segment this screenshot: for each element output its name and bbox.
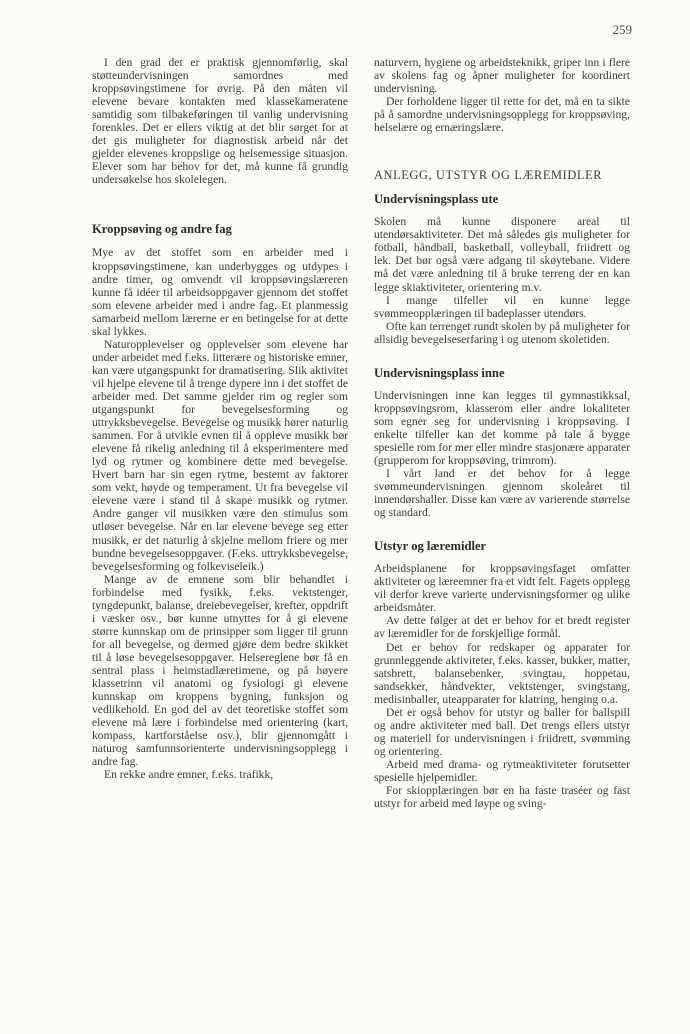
paragraph: Arbeidsplanene for kroppsøvingsfaget omfatter aktiviteter og læreemner fra et vidt felt. Fagets opplegg vil derfor kreve varierte undervisningsformer og ulike arbeidsmåter.: [374, 562, 630, 615]
paragraph: Mange av de emnene som blir behandlet i forbindelse med fysikk, f.eks. vektstenger, tyngdepunkt, balanse, dreiebevegelser, krefter, oppdrift i væsker osv., bør kunne utnyttes for å gi elevene større kunnskap om de prinsipper som ligger til grunn for all bevegelse, og dermed gjøre dem bedre skikket til å løse bevegelsesoppgaver. Helsereglene bør få en sentral plass i heimstadlæretimene, og på høyere klassetrinn vil anatomi og fysiologi gi elevene kunnskap om kroppens bygning, funksjon og vedlikehold. En god del av det teoretiske stoffet som elevene må lære i forbindelse med orientering (kart, kompass, kartforståelse osv.), blir gjennomgått i naturog samfunnsorienterte undervisningsopplegg i andre fag.: [92, 572, 348, 769]
paragraph: For skiopplæringen bør en ha faste traséer og fast utstyr for arbeid med løype og sving-: [374, 784, 630, 811]
paragraph: Skolen må kunne disponere areal til utendørsaktiviteter. Det må således gis muligheter for fotball, håndball, basketball, volleyball, friidrett og lek. Det bør også være adgang til skøytebane. Videre må det være anledning til å bruke terreng der en kan legge skiaktiviteter, orientering m.v.: [374, 215, 630, 294]
paragraph: Undervisningen inne kan legges til gymnastikksal, kroppsøvingsrom, klasserom eller andre lokaliteter som egner seg for undervisning i kroppsøving. I enkelte tilfeller kan det komme på tale å bygge spesielle rom for mer eller mindre stasjonære apparater (grupperom for kroppsøving, trimrom).: [374, 388, 630, 467]
paragraph: Det er også behov for utstyr og baller for ballspill og andre aktiviteter med ball. Det trengs ellers utstyr og materiell for undervisningen i friidrett, svømming og orientering.: [374, 705, 630, 758]
heading-kroppsoving-andre-fag: Kroppsøving og andre fag: [92, 222, 232, 237]
page-number: 259: [612, 22, 632, 37]
paragraph: Av dette følger at det er behov for et bredt register av læremidler for de forskjellige formål.: [374, 614, 630, 641]
paragraph: I mange tilfeller vil en kunne legge svømmeopplæringen til badeplasser utendørs.: [374, 293, 630, 320]
paragraph: Arbeid med drama- og rytmeaktiviteter forutsetter spesielle hjelpemidler.: [374, 757, 630, 784]
paragraph: Naturopplevelser og opplevelser som elevene har under arbeidet med f.eks. litterære og historiske emner, kan være utgangspunkt for dramatisering. Slik aktivitet vil hjelpe elevene til å trenge dypere inn i det stoffet de arbeider med. Det samme gjelder rim og regler som utgangspunkt for bevegelsesforming og uttrykksbevegelse. Bevegelse og musikk hører naturlig sammen. For å utvikle evnen til å oppleve musikk bør elevene få rikelig anledning til å eksperimentere med lyd og rytmer og kombinere dette med bevegelse. Hvert barn har sin egen rytme, bestemt av faktorer som vekt, høyde og temperament. Ut fra bevegelse vil elevene være i stand til å skape musikk og rytmer. Andre ganger vil musikken være den stimulus som utløser bevegelse. Når en lar elevene bevege seg etter musikk, er det naturlig å skjelne mellom friere og mer bundne bevegelsesoppgaver. (F.eks. uttrykksbevegelse, bevegelsesforming og folkeviseleik.): [92, 337, 348, 573]
paragraph: Ofte kan terrenget rundt skolen by på muligheter for allsidig bevegelseserfaring i og utenom skoletiden.: [374, 319, 630, 346]
paragraph: En rekke andre emner, f.eks. trafikk,: [104, 768, 274, 782]
left-column: [92, 56, 348, 781]
paragraph: Der forholdene ligger til rette for det, må en ta sikte på å samordne undervisningsopplegg for kroppsøving, helselære og ernæringslære.: [374, 95, 630, 135]
intro-paragraph: I den grad det er praktisk gjennomførlig, skal støtteundervisningen samordnes med kroppsøvingstimene for øvrig. På den måten vil elevene bevare kontakten med klassekameratene samtidig som tilbakeføringen til vanlig undervisning forenkles. Det er ellers viktig at det blir sørget for at det gis muligheter for diagnostisk arbeid når det gjelder elevenes kroppslige og helsemessige situasjon. Elever som har behov for det, må kunne få grundig undersøkelse hos skolelegen.: [92, 56, 348, 187]
heading-utstyr-laeremidler: Utstyr og læremidler: [374, 539, 487, 554]
paragraph: Mye av det stoffet som en arbeider med i kroppsøvingstimene, kan underbygges og utdypes i andre timer, og omvendt vil kroppsøvingslæreren kunne få idéer til arbeidsoppgaver gjennom det stoffet som elevene arbeider med i andre fag. Et planmessig samarbeid mellom lærerne er en betingelse for at dette skal lykkes.: [92, 246, 348, 338]
heading-undervisningsplass-inne: Undervisningsplass inne: [374, 365, 505, 380]
paragraph: I vårt land er det behov for å legge svømmeundervisningen gjennom skoleåret til innendørshaller. Disse kan være av varierende størrelse og standard.: [374, 467, 630, 520]
right-column: [374, 56, 630, 810]
continued-paragraph: naturvern, hygiene og arbeidsteknikk, griper inn i flere av skolens fag og åpner muligheter for koordinert undervisning.: [374, 56, 630, 96]
section-heading-anlegg: ANLEGG, UTSTYR OG LÆREMIDLER: [374, 168, 603, 183]
heading-undervisningsplass-ute: Undervisningsplass ute: [374, 192, 499, 207]
paragraph: Det er behov for redskaper og apparater for grunnleggende aktiviteter, f.eks. kasser, bukker, matter, satsbrett, balansebenker, svingtau, hoppetau, sandsekker, håndvekter, vektstenger, svingstang, medisinballer, uteapparater for klatring, henging o.a.: [374, 640, 631, 706]
